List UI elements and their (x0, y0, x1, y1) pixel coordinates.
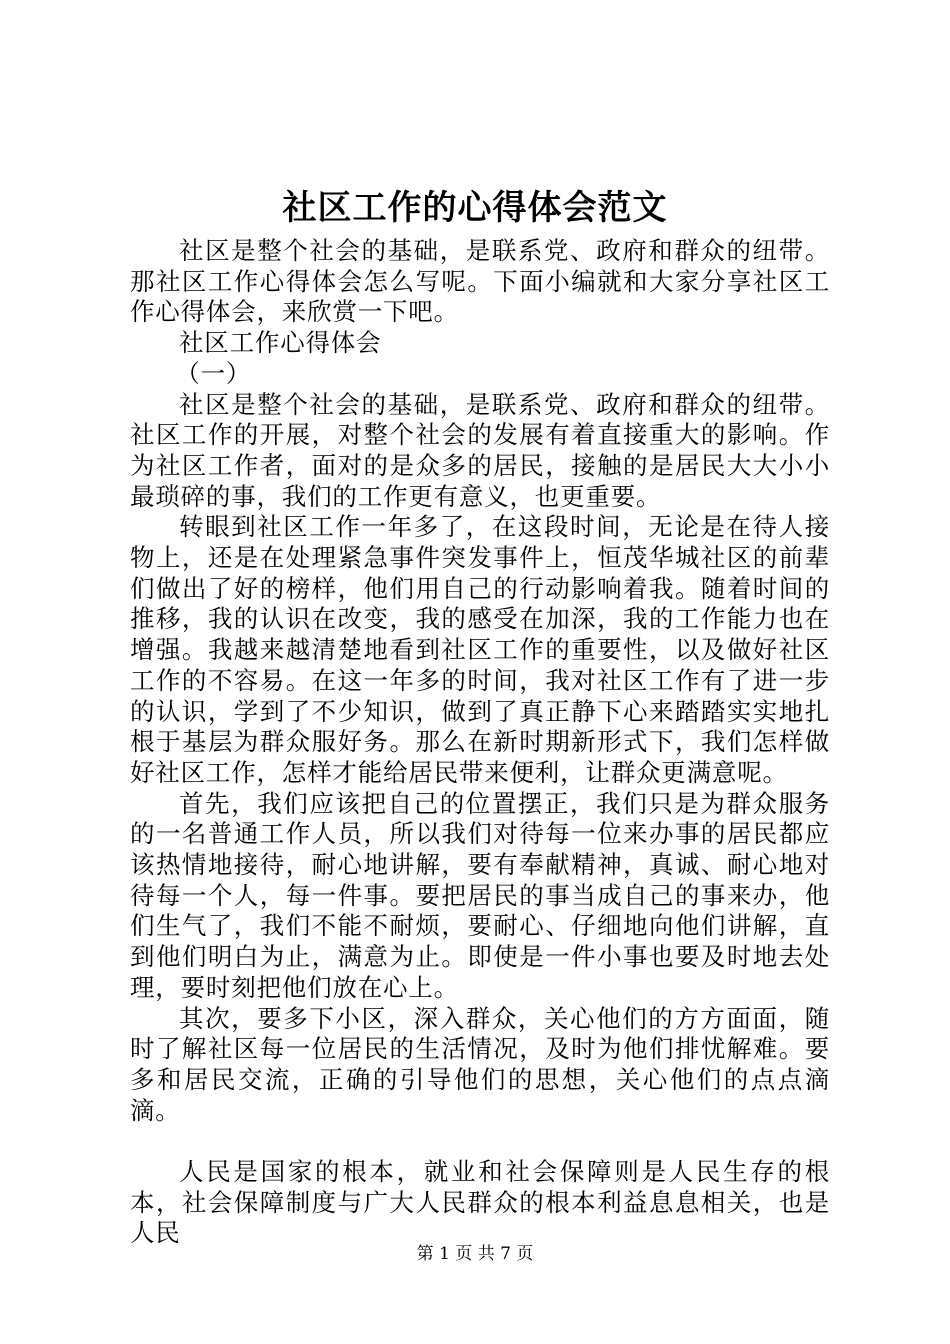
paragraph-body: 人民是国家的根本，就业和社会保障则是人民生存的根本，社会保障制度与广大人民群众的根本利益息息相关，也是人民 (130, 1157, 830, 1248)
paragraph-intro: 社区是整个社会的基础，是联系党、政府和群众的纽带。那社区工作心得体会怎么写呢。下面小编就和大家分享社区工作心得体会，来欣赏一下吧。 (130, 236, 830, 327)
paragraph-body: 转眼到社区工作一年多了，在这段时间，无论是在待人接物上，还是在处理紧急事件突发事件上，恒茂华城社区的前辈们做出了好的榜样，他们用自己的行动影响着我。随着时间的推移，我的认识在改变，我的感受在加深，我的工作能力也在增强。我越来越清楚地看到社区工作的重要性，以及做好社区工作的不容易。在这一年多的时间，我对社区工作有了进一步的认识，学到了不少知识，做到了真正静下心来踏踏实实地扎根于基层为群众服好务。那么在新时期新形式下，我们怎样做好社区工作，怎样才能给居民带来便利，让群众更满意呢。 (130, 512, 830, 787)
section-number: （一） (175, 358, 252, 388)
document-title: 社区工作的心得体会范文 (282, 188, 668, 228)
section-heading: 社区工作心得体会 (179, 328, 382, 358)
document-body (130, 236, 830, 1249)
paragraph-body: 首先，我们应该把自己的位置摆正，我们只是为群众服务的一名普通工作人员，所以我们对待每一位来办事的居民都应该热情地接待，耐心地讲解，要有奉献精神，真诚、耐心地对待每一个人，每一件事。要把居民的事当成自己的事来办，他们生气了，我们不能不耐烦，要耐心、仔细地向他们讲解，直到他们明白为止，满意为止。即使是一件小事也要及时地去处理，要时刻把他们放在心上。 (130, 788, 830, 1002)
page-footer: 第 1 页 共 7 页 (416, 1244, 534, 1264)
paragraph-body: 其次，要多下小区，深入群众，关心他们的方方面面，随时了解社区每一位居民的生活情况，及时为他们排忧解难。要多和居民交流，正确的引导他们的思想，关心他们的点点滴滴。 (130, 1003, 830, 1125)
paragraph-spacer (130, 1126, 830, 1157)
paragraph-body: 社区是整个社会的基础，是联系党、政府和群众的纽带。社区工作的开展，对整个社会的发展有着直接重大的影响。作为社区工作者，面对的是众多的居民，接触的是居民大大小小最琐碎的事，我们的工作更有意义，也更重要。 (130, 389, 830, 511)
